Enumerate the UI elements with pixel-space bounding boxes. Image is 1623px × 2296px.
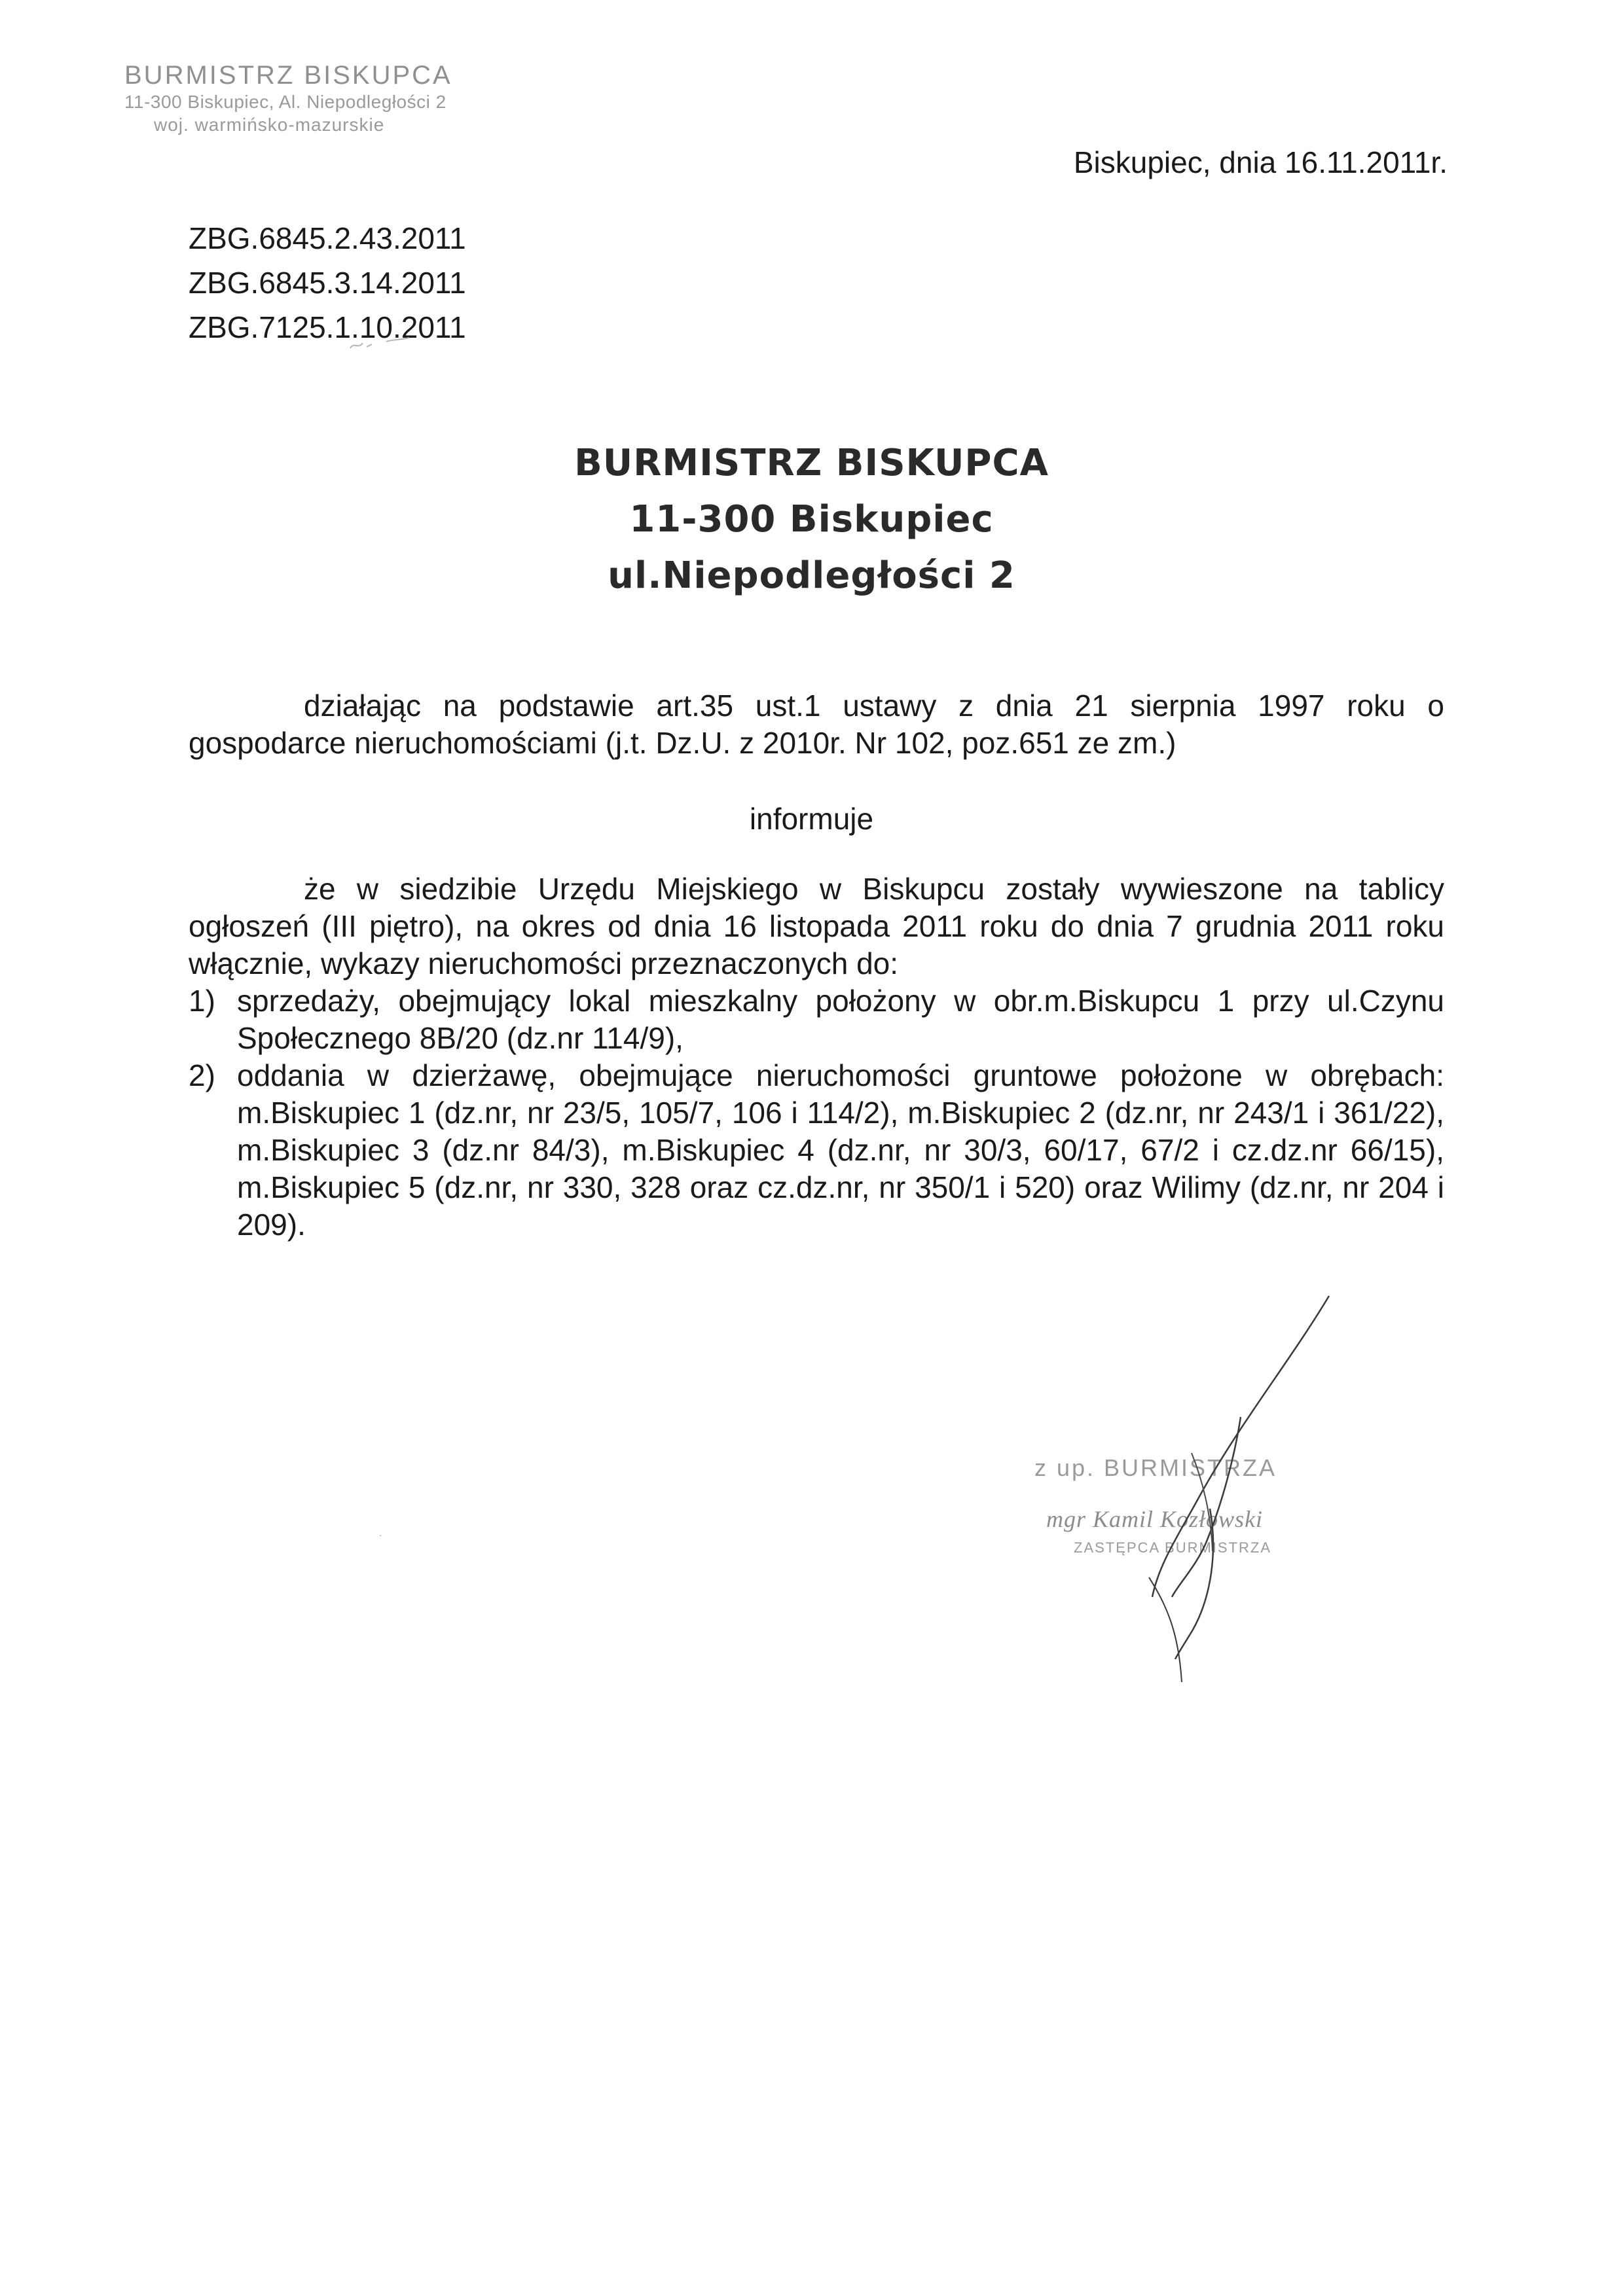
initials-mark [347, 334, 419, 353]
stamp-region: woj. warmińsko-mazurskie [154, 115, 385, 135]
stamp-address: 11-300 Biskupiec, Al. Niepodległości 2 [124, 92, 447, 112]
reference-number: ZBG.6845.3.14.2011 [189, 266, 466, 300]
stamp-office-name: BURMISTRZ BISKUPCA [124, 61, 452, 90]
legal-basis-text: działając na podstawie art.35 ust.1 ustawy z dnia 21 sierpnia 1997 roku o gospodarce nieruchomościami (j.t. Dz.U. z 2010r. Nr 102, poz.651 ze zm.) [189, 689, 1444, 760]
announcement-text: że w siedzibie Urzędu Miejskiego w Biskupcu zostały wywieszone na tablicy ogłoszeń (III piętro), na okres od dnia 16 listopada 2011 roku do dnia 7 grudnia 2011 roku włącznie, wykazy nieruchomości przeznaczonych do: [189, 872, 1444, 980]
reference-number: ZBG.6845.2.43.2011 [189, 221, 466, 255]
list-item [189, 982, 1444, 1057]
issuer-name: BURMISTRZ BISKUPCA [574, 442, 1049, 484]
document-date: Biskupiec, dnia 16.11.2011r. [1073, 145, 1448, 179]
list-item-number: 1) [189, 984, 215, 1018]
announcement-paragraph [189, 870, 1444, 982]
issuer-street: ul.Niepodległości 2 [608, 554, 1015, 597]
list-item-number: 2) [189, 1058, 215, 1092]
signature-on-behalf: z up. BURMISTRZA [1034, 1454, 1277, 1481]
signature-block [982, 1440, 1440, 1676]
informs-heading: informuje [749, 802, 874, 836]
legal-basis-paragraph [189, 687, 1444, 762]
reference-numbers [189, 216, 466, 350]
list-item-text: sprzedaży, obejmujący lokal mieszkalny położony w obr.m.Biskupcu 1 przy ul.Czynu Społecznego 8B/20 (dz.nr 114/9), [237, 984, 1444, 1055]
signatory-role: ZASTĘPCA BURMISTRZA [1074, 1539, 1272, 1556]
handwritten-signature [982, 1289, 1375, 1695]
signatory-name: mgr Kamil Kozłowski [1046, 1506, 1264, 1532]
issuer-heading [0, 435, 1623, 604]
list-item-text: oddania w dzierżawę, obejmujące nieruchomości gruntowe położone w obrębach: m.Biskupiec 1 (dz.nr, nr 23/5, 105/7, 106 i 114/2), m.Biskupiec 2 (dz.nr, nr 243/1 i 361/22), m.Biskupiec 3 (dz.nr 84/3), m.Biskupiec 4 (dz.nr, nr 30/3, 60/17, 67/2 i cz.dz.nr 66/15), m.Biskupiec 5 (dz.nr, nr 330, 328 oraz cz.dz.nr, nr 350/1 i 520) oraz Wilimy (dz.nr, nr 204 i 209). [237, 1058, 1444, 1242]
list-item [189, 1057, 1444, 1244]
reference-number: ZBG.7125.1.10.2011 [189, 310, 466, 344]
office-stamp [124, 60, 504, 136]
scan-speck [380, 1535, 381, 1536]
issuer-postcode-city: 11-300 Biskupiec [629, 498, 994, 541]
